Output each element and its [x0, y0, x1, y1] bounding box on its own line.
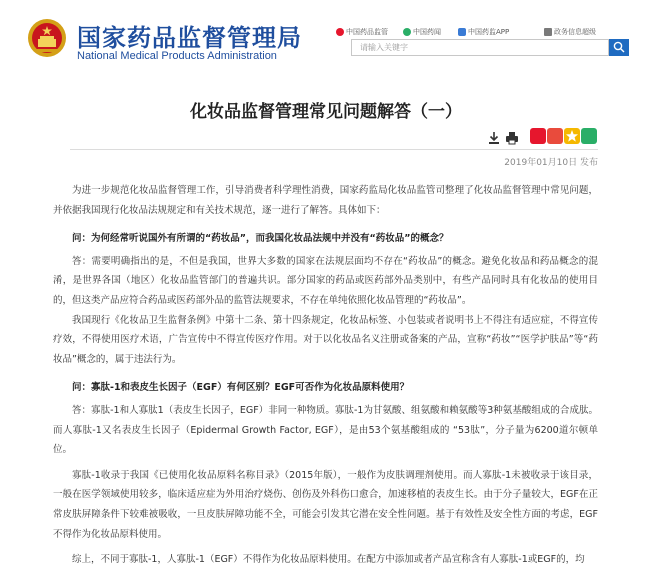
share-star-icon[interactable] — [564, 128, 580, 144]
toplink-label: 政务信息超级 — [554, 28, 596, 36]
article-title: 化妆品监督管理常见问题解答（一） — [190, 102, 462, 122]
wechat-icon — [403, 28, 411, 36]
mail-icon — [544, 28, 552, 36]
site-header — [0, 0, 652, 70]
download-icon[interactable] — [487, 131, 501, 145]
toplink-label: 中国药监APP — [468, 28, 510, 36]
toplink-weibo[interactable] — [336, 27, 388, 37]
weibo-icon — [336, 28, 344, 36]
toplink-info[interactable] — [544, 27, 596, 37]
question-2: 问：寡肽-1和表皮生长因子（EGF）有何区别？EGF可否作为化妆品原料使用？ — [72, 382, 410, 394]
search-icon — [613, 41, 625, 53]
print-icon[interactable] — [505, 131, 519, 145]
search-input[interactable]: 请输入关键字 — [351, 39, 609, 56]
publish-date-value: 2019年01月10日 — [504, 158, 578, 168]
publish-date-suffix: 发布 — [579, 158, 598, 168]
question-1: 问：为何经常听说国外有所谓的“药妆品”，而我国化妆品法规中并没有“药妆品”的概念？ — [72, 233, 449, 245]
phone-icon — [458, 28, 466, 36]
share-renren-icon[interactable] — [547, 128, 563, 144]
star-icon — [564, 128, 580, 144]
intro-paragraph: 为进一步规范化妆品监督管理工作，引导消费者科学理性消费，国家药监局化妆品监管司整理了化妆品监督管理中常见问题，并依据我国现行化妆品法规规定和有关技术规范，逐一进行了解答。具体如下： — [53, 185, 598, 216]
national-emblem-icon — [27, 18, 67, 58]
answer-1-paragraph-1: 答：需要明确指出的是，不但是我国，世界大多数的国家在法规层面均不存在“药妆品”的概念。避免化妆品和药品概念的混淆，是世界各国（地区）化妆品监管部门的普遍共识。部分国家的药品或医药部外品类别中，有些产品同时具有化妆品的使用目的，但这类产品应符合药品或医药部外品的监管法规要求，不存在单纯依照化妆品管理的“药妆品”。 — [53, 255, 598, 306]
answer-2-paragraph-1: 答：寡肽-1和人寡肽1（表皮生长因子，EGF）非同一种物质。寡肽-1为甘氨酸、组氨酸和赖氨酸等3种氨基酸组成的合成肽。而人寡肽-1又名表皮生长因子（Epidermal Growth Factor, EGF），是由53个氨基酸组成的 “53肽”，分子量为6200道尔顿单位。 — [53, 404, 598, 456]
search-button[interactable] — [609, 39, 629, 56]
answer-1-paragraph-2: 我国现行《化妆品卫生监督条例》中第十二条、第十四条规定，化妆品标签、小包装或者说明书上不得注有适应症，不得宣传疗效，不得使用医疗术语，广告宣传中不得宣传医疗作用。对于以化妆品名义注册或备案的产品，宣称“药妆”“医学护肤品”等“药妆品”概念的，属于违法行为。 — [53, 314, 598, 365]
toplink-wechat[interactable] — [403, 27, 441, 37]
title-divider — [70, 149, 598, 150]
answer-2-paragraph-2: 寡肽-1收录于我国《已使用化妆品原料名称目录》（2015年版），一般作为皮肤调理剂使用。而人寡肽-1未被收录于该目录，一般在医学领域使用较多，临床适应症为外用治疗烧伤、创伤及外科伤口愈合，加速移植的表皮生长。由于分子量较大，EGF在正常皮肤屏障条件下较难被吸收，一旦皮肤屏障功能不全，可能会引发其它潜在安全性问题。基于有效性及安全性方面的考虑，EGF不得作为化妆品原料使用。 — [53, 469, 598, 540]
toplink-label: 中国药闻 — [413, 28, 441, 36]
site-name-cn[interactable]: 国家药品监督管理局 — [77, 24, 302, 52]
toplink-app[interactable] — [458, 27, 509, 37]
share-wechat-icon[interactable] — [581, 128, 597, 144]
publish-date — [504, 155, 598, 168]
site-name-en: National Medical Products Administration — [77, 50, 277, 62]
article-body — [53, 181, 598, 570]
share-weibo-icon[interactable] — [530, 128, 546, 144]
answer-2-paragraph-3: 综上，不同于寡肽-1，人寡肽-1（EGF）不得作为化妆品原料使用。在配方中添加或者产品宣称含有人寡肽-1或EGF的，均 — [72, 554, 585, 566]
toplink-label: 中国药品监管 — [346, 28, 388, 36]
